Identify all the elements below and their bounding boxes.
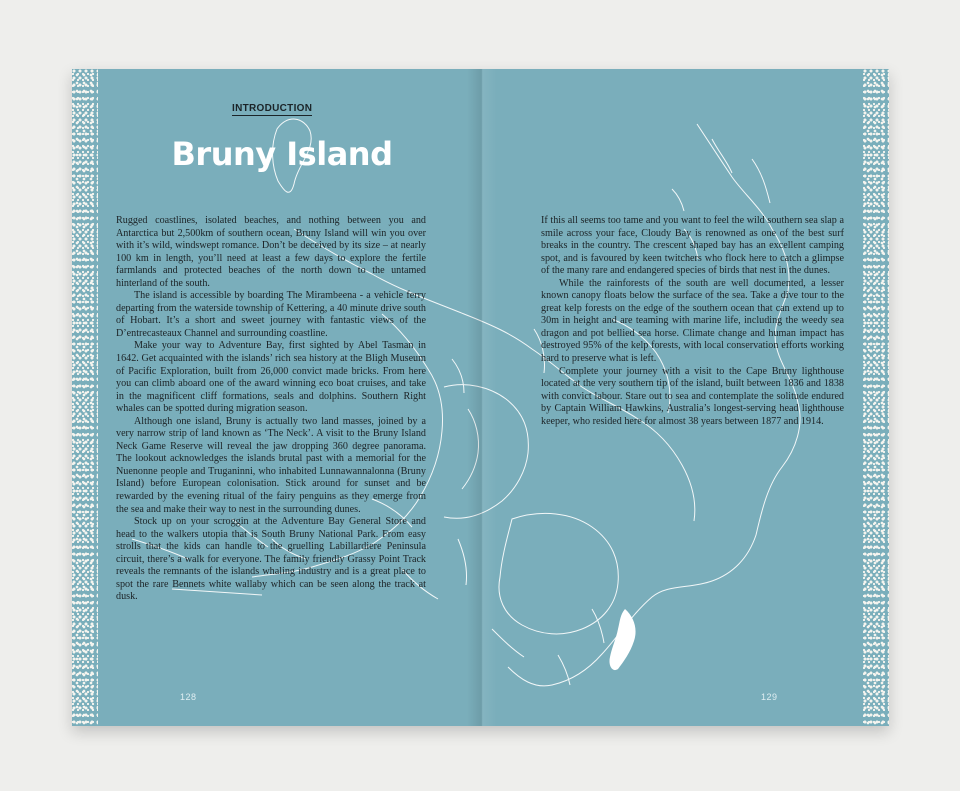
- page-number-right: 129: [761, 692, 778, 702]
- right-page: [482, 69, 889, 726]
- left-body-text: [116, 215, 426, 604]
- book-spread: [72, 69, 889, 726]
- paragraph: While the rainforests of the south are well documented, a lesser known canopy floats below the surface of the sea. Take a dive tour to the great kelp forests on the edge of the southern ocean that can extend up to 30m in height and are teaming with marine life, including the weedy sea dragon and pot bellied sea horse. Climate change and human impact has destroyed 95% of the kelp forests, with local conservation efforts working hard to preserve what is left.: [541, 277, 844, 365]
- page-number-left: 128: [180, 692, 197, 702]
- paragraph: Complete your journey with a visit to the Cape Bruny lighthouse located at the very southern tip of the island, built between 1836 and 1838 with convict labour. Stare out to sea and contemplate the solitude endured by Captain William Hawkins, Australia’s longest-serving head lighthouse keeper, who resided here for almost 38 years between 1877 and 1914.: [541, 365, 844, 427]
- left-page: [72, 69, 482, 726]
- paragraph: If this all seems too tame and you want to feel the wild southern sea slap a smile across your face, Cloudy Bay is renowned as one of the best surf breaks in the country. The crescent shaped bay has an excellent camping spot, and is favoured by keen twitchers who flock here to catch a glimpse of the many rare and endangered species of birds that nest in the dunes.: [541, 215, 844, 277]
- paragraph: The island is accessible by boarding The Mirambeena - a vehicle ferry departing from the waterside township of Kettering, a 40 minute drive south of Hobart. It’s a short and sweet journey with fantastic views of the D’entrecasteaux Channel and surrounding coastline.: [116, 290, 426, 339]
- paragraph: Make your way to Adventure Bay, first sighted by Abel Tasman in 1642. Get acquainted with the islands’ rich sea history at the Bligh Museum of Pacific Exploration, built from 26,000 convict made bricks. From here you can climb aboard one of the award winning eco boat cruises, and take in the magnificent cliff formations, seals and dolphins. Southern Right whales can be spotted during migration season.: [116, 340, 426, 415]
- paragraph: Stock up on your scroggin at the Adventure Bay General Store and head to the walkers utopia that is South Bruny National Park. From easy strolls that the kids can handle to the gruelling Labillardiere Peninsula circuit, there’s a walk for everyone. The family friendly Grassy Point Track reveals the remnants of the islands whaling industry and is a great place to spot the rare Bennets white wallaby which can be seen along the track at dusk.: [116, 516, 426, 603]
- paragraph: Rugged coastlines, isolated beaches, and nothing between you and Antarctica but 2,500km of southern ocean, Bruny Island will win you over with it’s wild, windswept romance. Don’t be deceived by its size – at nearly 100 km in length, you’ll need at least a few days to explore the fertile farmlands and protected beaches of the north down to the untamed hinterland of the south.: [116, 215, 426, 289]
- right-body-text: [541, 215, 844, 428]
- page-title: Bruny Island: [171, 135, 393, 173]
- section-label: INTRODUCTION: [232, 103, 313, 114]
- paragraph: Although one island, Bruny is actually two land masses, joined by a very narrow strip of land known as ‘The Neck’. A visit to the Bruny Island Neck Game Reserve will reveal the jaw dropping 360 degree panorama. The lookout acknowledges the islands brutal past with a memorial for the Nuenonne people and Truganinni, who inhabited Lunnawannalonna (Bruny Island) before European colonisation. Stick around for sunset and be rewarded by the evening ritual of the fairy penguins as they emerge from the sea and make their way to nest in the surrounding dunes.: [116, 415, 426, 515]
